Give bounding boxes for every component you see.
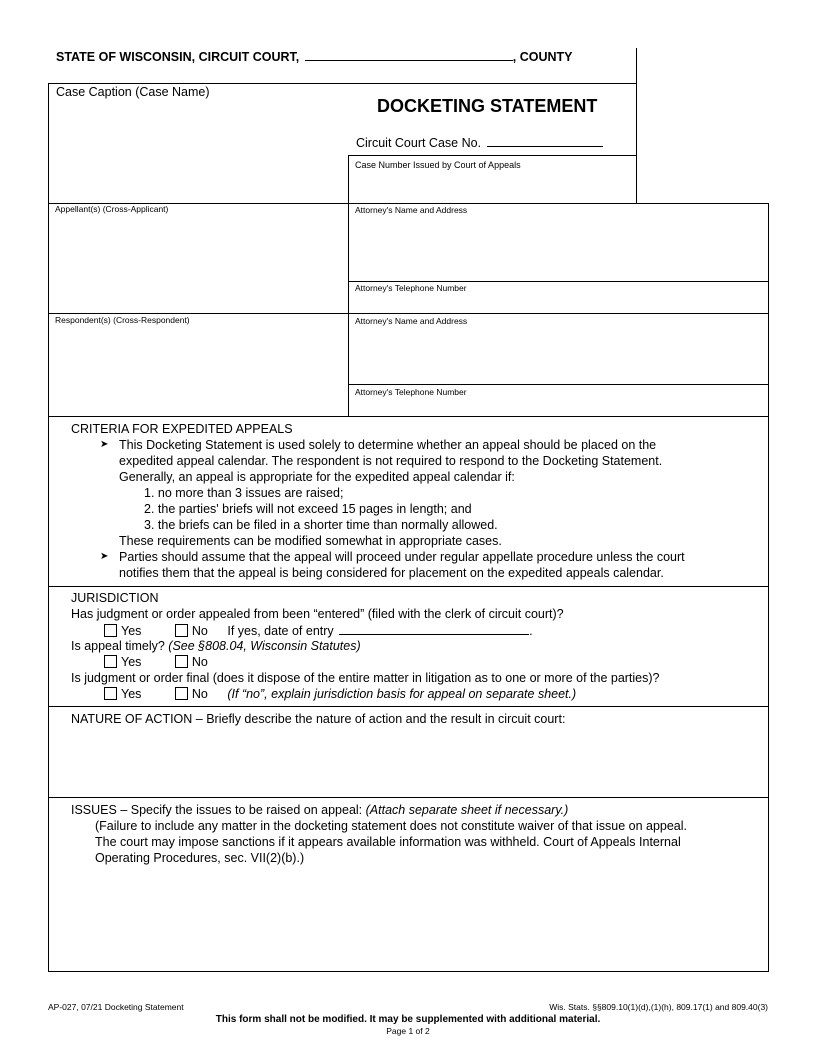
q2-yes-label: Yes	[121, 655, 142, 669]
jurisdiction-q1: Has judgment or order appealed from been “entered” (filed with the clerk of circuit court)?	[71, 607, 564, 621]
divider-caption-vertical	[348, 155, 349, 417]
case-caption-label: Case Caption (Case Name)	[56, 85, 210, 99]
county-label: , COUNTY	[512, 50, 573, 64]
criteria-item: 3. the briefs can be filed in a shorter time than normally allowed.	[144, 518, 498, 532]
jurisdiction-q2-note: (See §808.04, Wisconsin Statutes)	[168, 639, 361, 653]
appellant-attorney-name-label: Attorney's Name and Address	[355, 205, 468, 215]
criteria-heading: CRITERIA FOR EXPEDITED APPEALS	[71, 422, 293, 436]
divider-nature-top	[48, 706, 769, 707]
q3-no-label: No	[191, 687, 208, 701]
criteria-item: 2. the parties' briefs will not exceed 15 pages in length; and	[144, 502, 472, 516]
date-of-entry-label: If yes, date of entry	[227, 624, 334, 638]
arrow-bullet-icon: ➤	[100, 551, 109, 562]
circuit-case-no	[356, 134, 603, 150]
border-caption-top	[48, 83, 636, 84]
criteria-bullet-1-line: Generally, an appeal is appropriate for the expedited appeal calendar if:	[119, 470, 515, 484]
page-title: DOCKETING STATEMENT	[377, 96, 598, 116]
footer-form-id: AP-027, 07/21 Docketing Statement	[48, 1002, 184, 1012]
criteria-bullet-2-line: notifies them that the appeal is being considered for placement on the expedited appeals calendar.	[119, 566, 664, 580]
divider-appellant-phone	[348, 281, 769, 282]
criteria-item: 1. no more than 3 issues are raised;	[144, 486, 344, 500]
divider-criteria-top	[48, 416, 769, 417]
q1-no-label: No	[191, 624, 208, 638]
issues-text: – Specify the issues to be raised on appeal:	[116, 803, 366, 817]
respondent-attorney-name-label: Attorney's Name and Address	[355, 316, 468, 326]
footer-page: Page 1 of 2	[386, 1026, 430, 1036]
issues-note	[95, 818, 687, 866]
jurisdiction-q3: Is judgment or order final (does it dispose of the entire matter in litigation as to one or more of the parties)?	[71, 671, 660, 685]
criteria-bullet-2	[119, 549, 685, 581]
divider-issues-top	[48, 797, 769, 798]
q2-no-checkbox[interactable]	[175, 655, 188, 668]
criteria-items	[144, 485, 498, 533]
jurisdiction-q2	[71, 638, 361, 654]
criteria-modified-note: These requirements can be modified somewhat in appropriate cases.	[119, 534, 502, 548]
circuit-case-no-label: Circuit Court Case No.	[356, 136, 482, 150]
issues-note-line: (Failure to include any matter in the docketing statement does not constitute waiver of that issue on appeal.	[95, 819, 688, 833]
divider-respondent-phone	[348, 384, 769, 385]
q3-no-checkbox[interactable]	[175, 687, 188, 700]
jurisdiction-q2-text: Is appeal timely?	[71, 639, 165, 653]
jurisdiction-q3-answers	[104, 686, 576, 702]
county-name-field[interactable]	[305, 48, 513, 61]
divider-jurisdiction-top	[48, 586, 769, 587]
divider-respondent-top	[48, 313, 769, 314]
state-label: STATE OF WISCONSIN, CIRCUIT COURT,	[56, 50, 300, 64]
q1-yes-checkbox[interactable]	[104, 624, 117, 637]
criteria-bullet-1	[119, 437, 662, 485]
q3-yes-checkbox[interactable]	[104, 687, 117, 700]
q2-yes-checkbox[interactable]	[104, 655, 117, 668]
jurisdiction-q1-answers: Yes No If yes, date of entry .	[104, 622, 533, 639]
respondent-attorney-phone-label: Attorney's Telephone Number	[355, 387, 467, 397]
footer-notice: This form shall not be modified. It may be supplemented with additional material.	[215, 1014, 601, 1025]
issues-intro	[71, 802, 568, 818]
issues-heading: ISSUES	[71, 803, 117, 817]
q1-no-checkbox[interactable]	[175, 624, 188, 637]
jurisdiction-q2-answers	[104, 654, 208, 670]
arrow-bullet-icon: ➤	[100, 439, 109, 450]
issues-note-line: Operating Procedures, sec. VII(2)(b).)	[95, 851, 305, 865]
nature-text: – Briefly describe the nature of action and the result in circuit court:	[192, 712, 566, 726]
circuit-case-no-field[interactable]	[487, 134, 603, 147]
appellant-attorney-phone-label: Attorney's Telephone Number	[355, 283, 467, 293]
footer-statutes: Wis. Stats. §§809.10(1)(d),(1)(h), 809.17(1) and 809.40(3)	[549, 1002, 768, 1012]
q1-yes-label: Yes	[121, 624, 142, 638]
jurisdiction-q3-note: (If “no”, explain jurisdiction basis for appeal on separate sheet.)	[227, 687, 577, 701]
border-right-top	[636, 48, 637, 203]
q3-yes-label: Yes	[121, 687, 142, 701]
state-header	[56, 48, 573, 64]
appellant-label: Appellant(s) (Cross-Applicant)	[55, 204, 169, 214]
issues-attach-note: (Attach separate sheet if necessary.)	[365, 803, 569, 817]
border-right	[768, 203, 769, 972]
criteria-bullet-2-line: Parties should assume that the appeal will proceed under regular appellate procedure unless the court	[119, 550, 685, 564]
divider-coa	[348, 155, 636, 156]
border-left	[48, 83, 49, 972]
q2-no-label: No	[191, 655, 208, 669]
criteria-bullet-1-line: expedited appeal calendar. The respondent is not required to respond to the Docketing Statement.	[119, 454, 663, 468]
issues-note-line: The court may impose sanctions if it appears available information was withheld. Court of Appeals Internal	[95, 835, 681, 849]
jurisdiction-heading: JURISDICTION	[71, 591, 159, 605]
criteria-bullet-1-line: This Docketing Statement is used solely to determine whether an appeal should be placed on the	[119, 438, 657, 452]
nature-of-action	[71, 711, 565, 727]
date-of-entry-field[interactable]	[339, 622, 529, 635]
respondent-label: Respondent(s) (Cross-Respondent)	[55, 315, 190, 325]
nature-heading: NATURE OF ACTION	[71, 712, 193, 726]
border-bottom	[48, 971, 769, 972]
coa-case-number-label: Case Number Issued by Court of Appeals	[355, 160, 521, 170]
